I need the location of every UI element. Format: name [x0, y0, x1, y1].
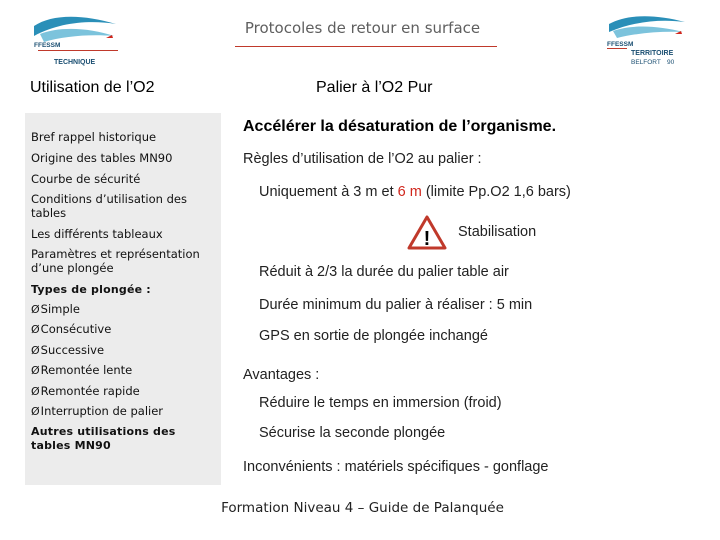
ffessm-technique-logo [30, 12, 122, 70]
sidebar-item-successive: ØSuccessive [31, 343, 105, 357]
advantage-2: Sécurise la seconde plongée [259, 425, 446, 441]
sidebar-item-simple: ØSimple [31, 302, 80, 316]
warning-symbol: ! [423, 228, 431, 250]
advantage-1: Réduire le temps en immersion (froid) [259, 395, 502, 411]
arrow-bullet-icon: Ø [31, 364, 40, 377]
main-heading: Accélérer la désaturation de l’organisme. [243, 118, 557, 135]
footer-text: Formation Niveau 4 – Guide de Palanquée [221, 500, 504, 516]
header-divider [235, 46, 497, 47]
arrow-bullet-icon: Ø [31, 344, 40, 357]
sidebar-item-courbe: Courbe de sécurité [31, 172, 141, 186]
arrow-bullet-icon: Ø [31, 323, 40, 336]
duration-line: Durée minimum du palier à réaliser : 5 min [259, 297, 533, 313]
right-section-title: Palier à l’O2 Pur [316, 79, 433, 96]
sidebar-item-remontee-rapide: ØRemontée rapide [31, 384, 140, 398]
logo-left-org: FFESSM [34, 42, 61, 49]
warning-icon [407, 215, 447, 250]
drawbacks-line: Inconvénients : matériels spécifiques - gonflage [243, 459, 549, 475]
sidebar-item-parametres: Paramètres et représentation d’une plongée [31, 247, 200, 275]
ffessm-territoire-belfort-logo [605, 12, 690, 72]
sidebar-item-tableaux: Les différents tableaux [31, 227, 163, 241]
stabilisation-line: Stabilisation [458, 224, 537, 240]
gps-line: GPS en sortie de plongée inchangé [259, 328, 488, 344]
reduce-line: Réduit à 2/3 la durée du palier table air [259, 264, 509, 280]
sidebar-item-autres: Autres utilisations des tables MN90 [31, 425, 176, 452]
sidebar-item-remontee-lente: ØRemontée lente [31, 363, 133, 377]
logo-right-line2: BELFORT [631, 59, 661, 66]
advantages-heading: Avantages : [243, 367, 320, 383]
sidebar-item-historique: Bref rappel historique [31, 130, 157, 144]
logo-left-sub: TECHNIQUE [54, 59, 96, 66]
logo-right-line3: 90 [667, 59, 675, 66]
depth-line: Uniquement à 3 m et 6 m (limite Pp.O2 1,6 bars) [259, 184, 571, 200]
logo-right-org: FFESSM [607, 41, 634, 48]
arrow-bullet-icon: Ø [31, 385, 40, 398]
sidebar-item-origine: Origine des tables MN90 [31, 151, 173, 165]
left-section-title: Utilisation de l’O2 [30, 79, 155, 96]
header-title: Protocoles de retour en surface [244, 19, 481, 37]
logo-right-line1: TERRITOIRE [631, 50, 674, 57]
rules-line: Règles d’utilisation de l’O2 au palier : [243, 151, 482, 167]
sidebar-item-conditions: Conditions d’utilisation des tables [31, 192, 187, 220]
sidebar-item-interruption: ØInterruption de palier [31, 404, 164, 418]
arrow-bullet-icon: Ø [31, 405, 40, 418]
depth-red-value: 6 m [397, 184, 422, 200]
arrow-bullet-icon: Ø [31, 303, 40, 316]
sidebar-item-consecutive: ØConsécutive [31, 322, 112, 336]
sidebar-item-types: Types de plongée : [31, 283, 151, 296]
